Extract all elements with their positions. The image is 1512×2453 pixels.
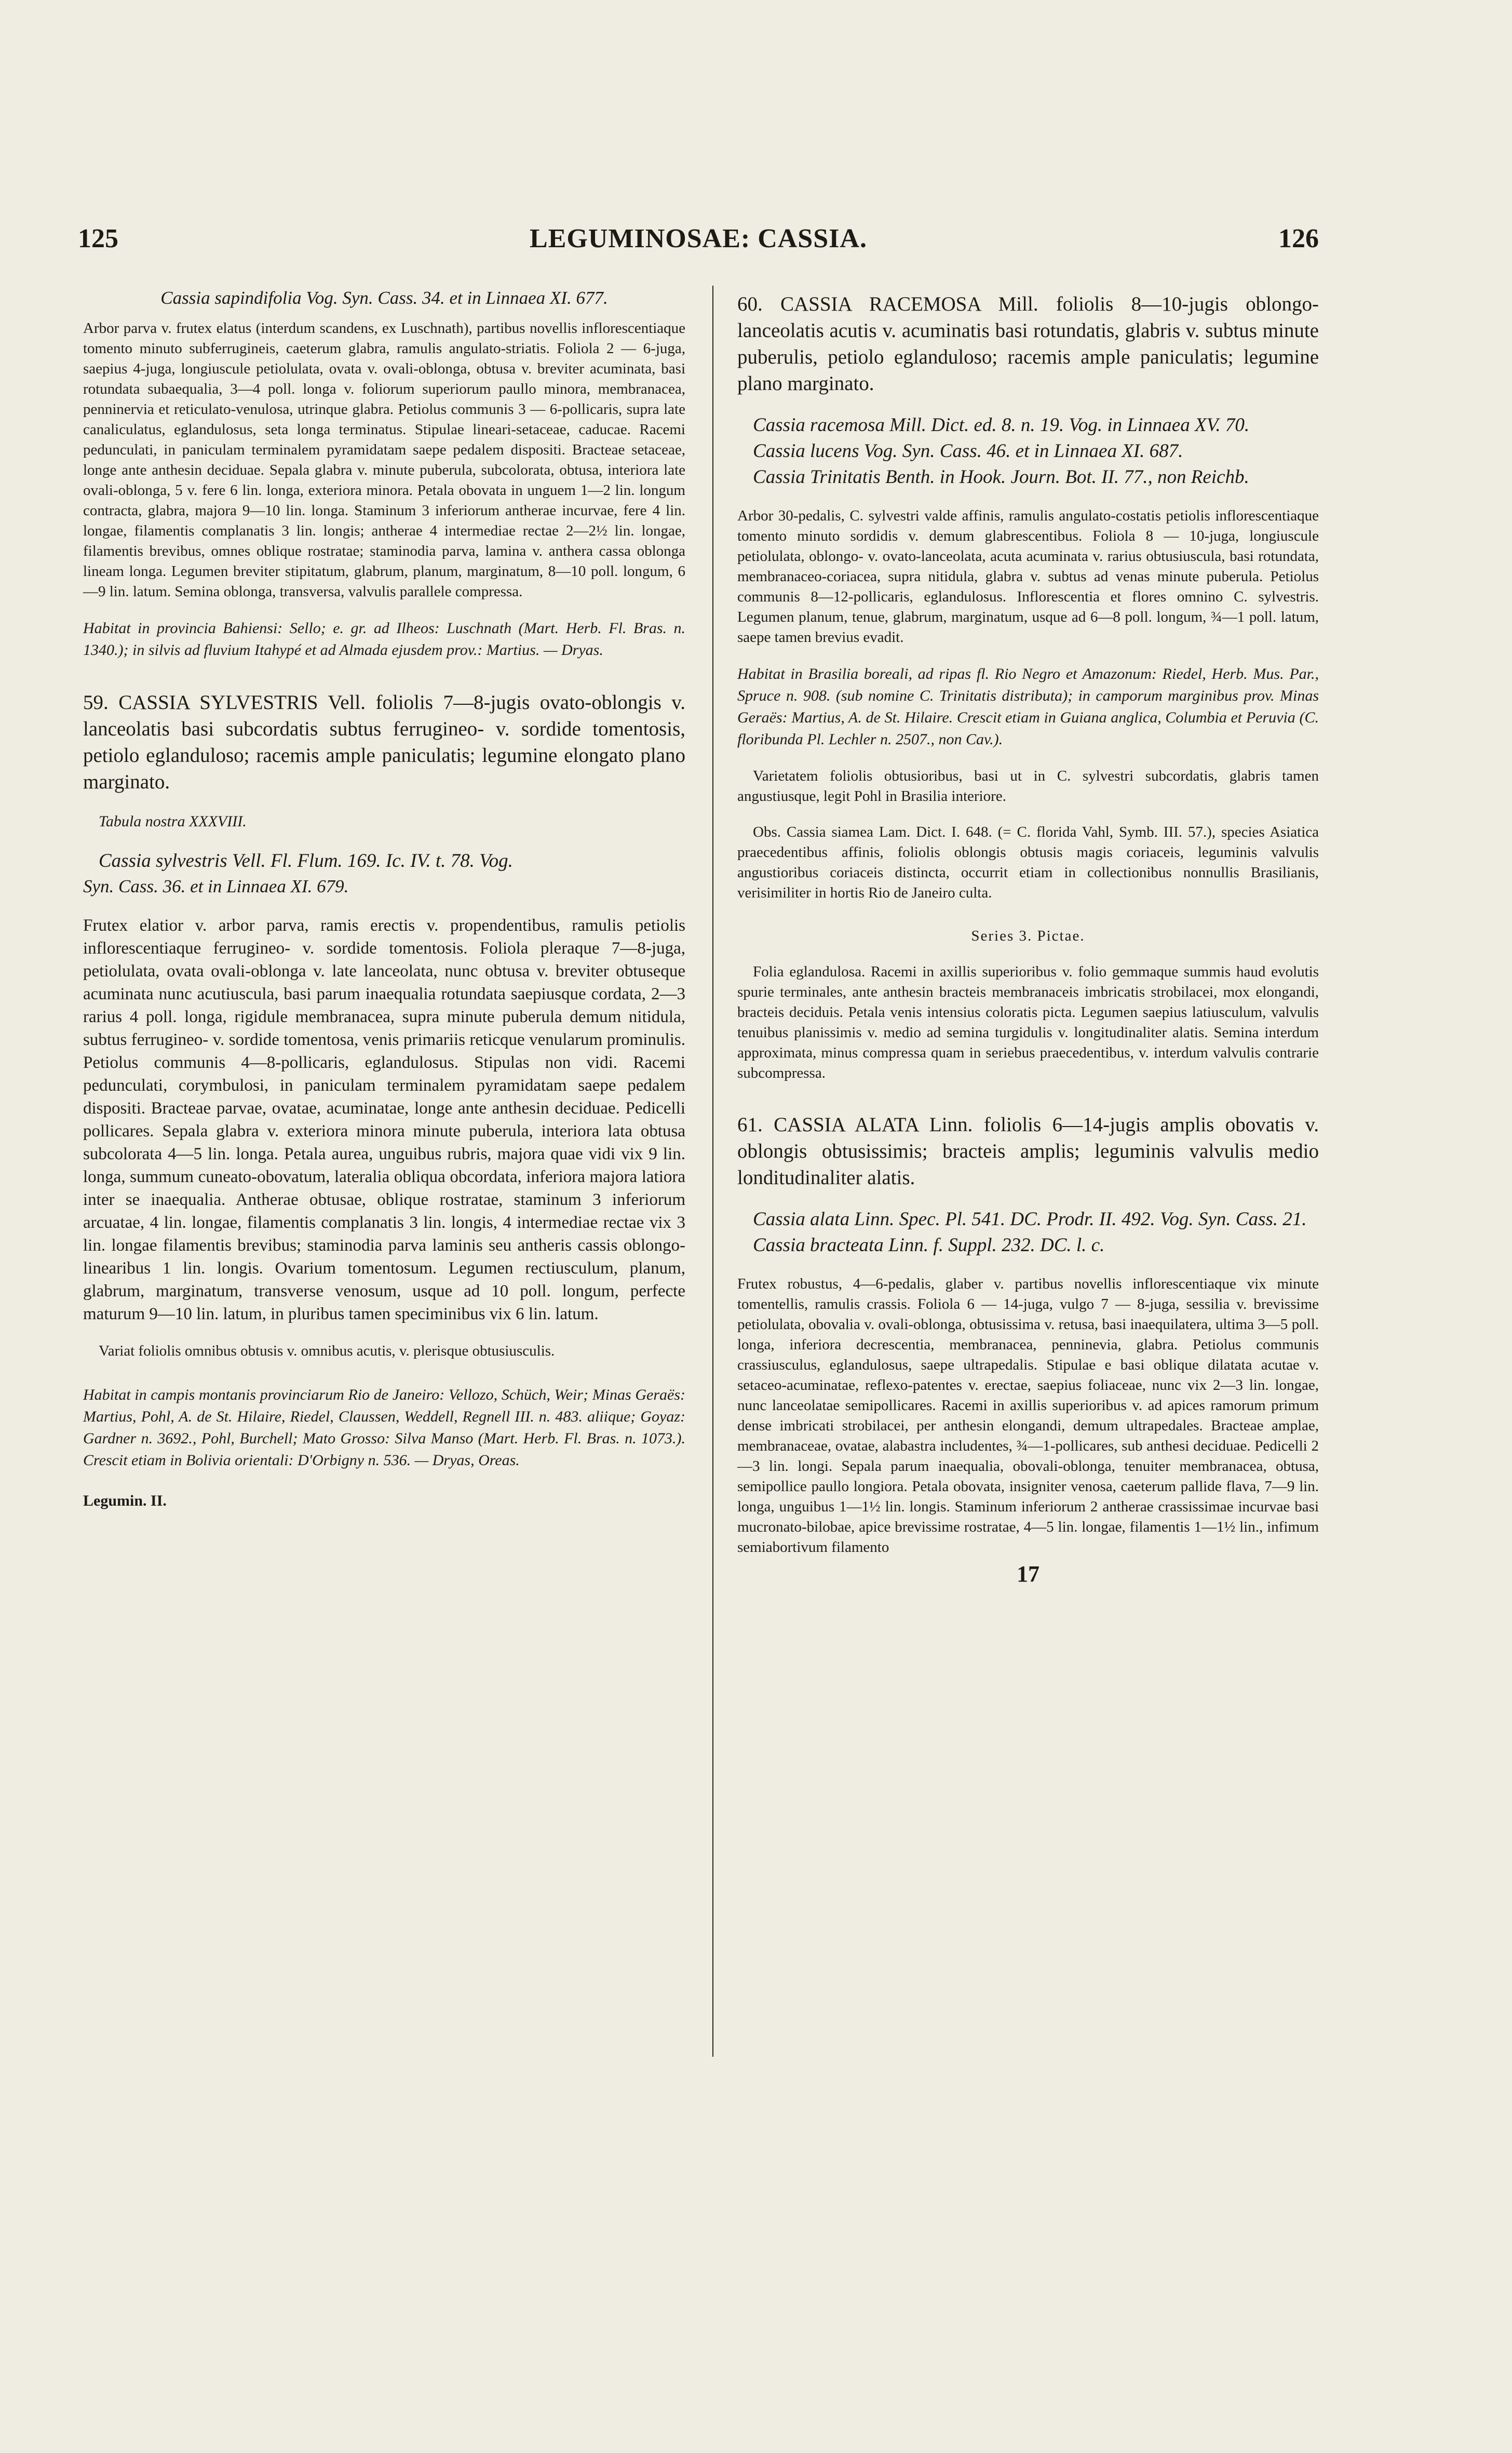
synonym-alata-2: Cassia bracteata Linn. f. Suppl. 232. DC. l. c. xyxy=(753,1235,1105,1256)
page-number-left: 125 xyxy=(78,224,118,253)
synonym-alata-1: Cassia alata Linn. Spec. Pl. 541. DC. Prodr. II. 492. Vog. Syn. Cass. 21. xyxy=(753,1209,1307,1230)
series-title: Series 3. Pictae. xyxy=(971,928,1085,944)
synonym-racemosa-3: Cassia Trinitatis Benth. in Hook. Journ. Bot. II. 77., non Reichb. xyxy=(753,466,1249,488)
species-60-heading: 60. CASSIA RACEMOSA Mill. foliolis 8—10-jugis oblongo-lanceolatis acutis v. acuminatis basi rotundatis, glabris v. subtus minute puberulis, petiolo eglanduloso; racemis ample paniculatis; legumine plano marginato. xyxy=(737,293,1319,395)
signature-mark: Legumin. II. xyxy=(83,1492,167,1509)
synonym-racemosa-2: Cassia lucens Vog. Syn. Cass. 46. et in Linnaea XI. 687. xyxy=(753,440,1183,462)
description-sylvestris: Frutex elatior v. arbor parva, ramis erectis v. propendentibus, ramulis petiolis inflorescentiaque ferrugineo- v. sordide tomentosis. Foliola pleraque 7—8-juga, petiolulata, ovata ovali-oblonga v. late lanceolata, nunc obtusa v. breviter obtuseque acuminata nunc acutiuscula, basi parum inaequalia rotundata saepiusque cordata, 2—3 rarius 4 poll. longa, rigidule membranacea, supra minute puberula demum nitidula, subtus ferrugineo- v. sordide tomentosa, venis primariis reticque venularum prominulis. Petiolus communis 4—8-pollicaris, eglandulosus. Stipulas non vidi. Racemi pedunculati, corymbulosi, in paniculam terminalem pyramidatam saepe pedalem dispositi. Bracteae parvae, ovatae, acuminatae, longe ante anthesin deciduae. Pedicelli pollicares. Sepala glabra v. exteriora minora minute puberula, interiora lata obtusa subcolorata 4—5 lin. longa. Petala aurea, unguibus rubris, majora quae vidi vix 9 lin. longa, summum cuneato-obovatum, lateralia obliqua obcordata, inferiora majora latiora inter se inaequalia. Antherae obtusae, oblique rostratae, staminum 3 inferiorum arcuatae, 4 lin. longae, filamentis complanatis 3 lin. longis, 4 intermediae rectae vix 3 lin. longae filamentis brevibus; staminodia parva laminis seu antheris cassis oblongo-linearibus 1 lin. longis. Ovarium tomentosum. Legumen rectiusculum, planum, glabrum, marginatum, transverse venosum, usque ad 10 poll. longum, perfecte maturum 9—10 lin. latum, in pluribus tamen speciminibus vix 6 lin. latum. xyxy=(83,916,685,1323)
species-61-heading: 61. CASSIA ALATA Linn. foliolis 6—14-jugis amplis obovatis v. oblongis obtusissimis; bracteis amplis; leguminis valvulis medio londitudinaliter alatis. xyxy=(737,1114,1319,1189)
plate-reference: Tabula nostra XXXVIII. xyxy=(99,813,247,830)
right-column xyxy=(737,286,1319,1587)
description-alata: Frutex robustus, 4—6-pedalis, glaber v. partibus novellis inflorescentiaque vix minute tomentellis, ramulis crassis. Foliola 6 — 14-juga, vulgo 7 — 8-juga, sessilia v. brevissime petiolulata, obovalia v. ovali-oblonga, obtusissima v. retusa, basi inaequilatera, ultima 3—5 poll. longa, inferiora decrescentia, membranacea, penninevia, glabra. Petiolus communis crassiusculus, eglandulosus, saepe ultrapedalis. Stipulae e basi oblique dilatata acutae v. setaceo-acuminatae, reflexo-patentes v. erectae, saepius foliaceae, nunc vix 2—3 lin. longae, nunc lanceolatae semipollicares. Racemi in axillis superioribus v. ad apices ramorum primum dense imbricati strobilacei, per anthesin elongandi, demum ultrapedales. Bracteae amplae, membranaceae, ovatae, alabastra includentes, ¾—1-pollicares, sub anthesi deciduae. Pedicelli 2—3 lin. longi. Sepala parum inaequalia, obovali-oblonga, tenuiter membranacea, obtusa, semipollice paullo longiora. Petala obovata, insigniter venosa, caeterum pallide flava, 7—9 lin. longa, unguibus 1—1½ lin. longis. Staminum inferiorum 2 antherae crassissimae incurvae basi mucronato-bilobae, apice brevissime rostratae, 4—5 lin. longae, filamentis 1—1½ lin., infimum semiabortivum filamento xyxy=(737,1276,1319,1556)
variety-note: Varietatem foliolis obtusioribus, basi ut in C. sylvestri subcordatis, glabris tamen angustiusque, legit Pohl in Brasilia interiore. xyxy=(737,768,1319,805)
synonym-sylvestris-2: Syn. Cass. 36. et in Linnaea XI. 679. xyxy=(83,876,349,896)
synonym-racemosa-1: Cassia racemosa Mill. Dict. ed. 8. n. 19. Vog. in Linnaea XV. 70. xyxy=(753,414,1250,436)
column-divider xyxy=(712,286,713,2057)
habitat-sapindifolia: Habitat in provincia Bahiensi: Sello; e. gr. ad Ilheos: Luschnath (Mart. Herb. Fl. Bras. n. 1340.); in silvis ad fluvium Itahypé et ad Almada ejusdem prov.: Martius. — Dryas. xyxy=(83,620,685,659)
species-59-heading: 59. CASSIA SYLVESTRIS Vell. foliolis 7—8-jugis ovato-oblongis v. lanceolatis basi subcordatis subtus ferrugineo- v. sordide tomentosis, petiolo eglanduloso; racemis ample paniculatis; legumine elongato plano marginato. xyxy=(83,691,685,793)
variation-note: Variat foliolis omnibus obtusis v. omnibus acutis, v. plerisque obtusiusculis. xyxy=(99,1343,555,1359)
habitat-sylvestris: Habitat in campis montanis provinciarum Rio de Janeiro: Vellozo, Schüch, Weir; Minas Geraës: Martius, Pohl, A. de St. Hilaire, Riedel, Claussen, Weddell, Regnell III. n. 483. aliique; Goyaz: Gardner n. 3692., Pohl, Burchell; Mato Grosso: Silva Manso (Mart. Herb. Fl. Bras. n. 1073.). Crescit etiam in Bolivia orientali: D'Orbigny n. 536. — Dryas, Oreas. xyxy=(83,1386,685,1469)
running-title: LEGUMINOSAE: CASSIA. xyxy=(530,224,867,253)
observation-note: Obs. Cassia siamea Lam. Dict. I. 648. (= C. florida Vahl, Symb. III. 57.), species Asiatica praecedentibus affinis, foliolis oblongis obtusis magis coriaceis, leguminis valvulis angustioribus coriaceis distincta, occurrit etiam in collectionibus nonnullis Brasilianis, verisimiliter in hortis Rio de Janeiro culta. xyxy=(737,824,1319,901)
synonym-sylvestris-1: Cassia sylvestris Vell. Fl. Flum. 169. Ic. IV. t. 78. Vog. xyxy=(99,850,513,872)
habitat-racemosa: Habitat in Brasilia boreali, ad ripas fl. Rio Negro et Amazonum: Riedel, Herb. Mus. Par., Spruce n. 908. (sub nomine C. Trinitatis distributa); in camporum marginibus prov. Minas Geraës: Martius, A. de St. Hilaire. Crescit etiam in Guiana anglica, Columbia et Peruvia (C. floribunda Pl. Lechler n. 2507., non Cav.). xyxy=(737,665,1319,748)
description-racemosa: Arbor 30-pedalis, C. sylvestri valde affinis, ramulis angulato-costatis petiolis inflorescentiaque tomento minuto sordidis v. demum glabrescentibus. Foliola 8 — 10-juga, longiuscule petiolulata, oblongo- v. ovato-lanceolata, acuta acuminata v. rarius obtusiuscula, basi rotundata, membranaceo-coriacea, supra nitidula, glabra v. subtus ad venas minute puberula. Petiolus communis 8—12-pollicaris, eglandulosus. Inflorescentia et flores omnino C. sylvestris. Legumen planum, tenue, glabrum, marginatum, usque ad 6—8 poll. longum, ¾—1 poll. latum, saepe tamen brevius evadit. xyxy=(737,507,1319,646)
left-column xyxy=(83,286,685,1510)
page-header xyxy=(78,223,1319,270)
description-sapindifolia: Arbor parva v. frutex elatus (interdum scandens, ex Luschnath), partibus novellis inflorescentiaque tomento minuto subferrugineis, caeterum glabra, ramulis angulato-striatis. Foliola 2 — 6-juga, saepius 4-juga, longiuscule petiolulata, ovata v. ovali-oblonga, obtusa v. breviter acuminata, basi rotundata subaequalia, 3—4 poll. longa v. foliorum superiorum paullo minora, membranacea, penninervia et reticulato-venulosa, utrinque glabra. Petiolus communis 3 — 6-pollicaris, supra late canaliculatus, eglandulosus, seta longa terminatus. Stipulae lineari-setaceae, caducae. Racemi pedunculati, in paniculam terminalem pyramidatam saepe pedalem dispositi. Bracteae setaceae, longe ante anthesin deciduae. Sepala glabra v. minute puberula, subcolorata, obtusa, interiora late ovali-oblonga, 5 v. fere 6 lin. longa, exteriora minora. Petala obovata in unguem 1—2 lin. longum contracta, glabra, majora 9—10 lin. longa. Staminum 3 inferiorum antherae incurvae, fere 4 lin. longae, filamentis complanatis 3 lin. longis; antherae 4 intermediae rectae 2—2½ lin. longae, filamentis brevibus, omnes oblique rostratae; staminodia parva, lamina v. anthera cassa oblonga lineam longa. Legumen breviter stipitatum, glabrum, planum, marginatum, 8—10 poll. longum, 6—9 lin. latum. Semina oblonga, transversa, valvulis parallele compressa. xyxy=(83,320,685,600)
sheet-number: 17 xyxy=(1017,1561,1040,1587)
page-number-right: 126 xyxy=(1278,224,1319,253)
synonym-sapindifolia: Cassia sapindifolia Vog. Syn. Cass. 34. et in Linnaea XI. 677. xyxy=(160,288,608,308)
series-description: Folia eglandulosa. Racemi in axillis superioribus v. folio gemmaque summis haud evolutis spurie terminales, ante anthesin bracteis membranaceis imbricatis strobilacei, mox elongandi, bracteis deciduis. Petala venis intensius coloratis picta. Legumen saepius latiusculum, valvulis tenuibus planissimis v. medio ad semina turgidulis v. longitudinaliter alatis. Semina interdum approximata, minus compressa quam in seriebus praecedentibus, v. interdum valvulis contrarie subcompressa. xyxy=(737,963,1319,1081)
